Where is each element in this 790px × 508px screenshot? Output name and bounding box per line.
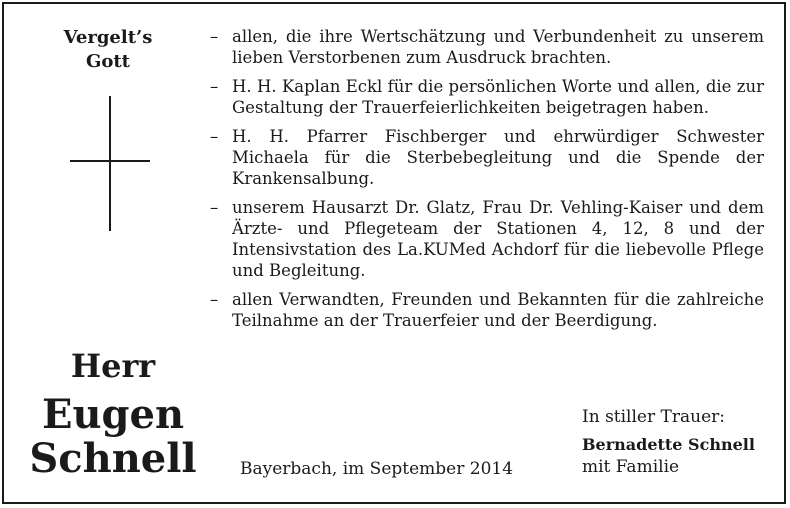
deceased-first-name: Eugen (41, 391, 185, 438)
cross-horizontal-bar (70, 160, 150, 162)
vergelts-gott-heading (48, 26, 168, 74)
dash-bullet: – (210, 127, 219, 146)
obituary-notice (2, 2, 786, 504)
deceased-salutation: Herr (70, 347, 156, 385)
thanks-text: H. H. Pfarrer Fischberger und ehrwürdiger Schwester Michaela für die Sterbebegleitung und die Spende der Krankensalbung. (232, 127, 764, 188)
thanks-text: H. H. Kaplan Eckl für die persönlichen Worte und allen, die zur Gestaltung der Trauerfeierlichkeiten beigetragen haben. (232, 77, 764, 117)
thanks-item (204, 76, 764, 118)
deceased-last-name: Schnell (29, 435, 197, 482)
thanks-item (204, 289, 764, 331)
dash-bullet: – (210, 290, 219, 309)
family-name: Bernadette Schnell (582, 435, 755, 454)
dash-bullet: – (210, 198, 219, 217)
dash-bullet: – (210, 27, 219, 46)
thanks-item (204, 197, 764, 281)
thanks-list (204, 26, 764, 339)
place-date: Bayerbach, im September 2014 (240, 459, 514, 479)
thanks-text: unserem Hausarzt Dr. Glatz, Frau Dr. Vehling-Kaiser und dem Ärzte- und Pflegeteam der Stationen 4, 12, 8 und der Intensivstation des La.KUMed Achdorf für die liebevolle Pflege und Begleitung. (232, 198, 764, 280)
thanks-item (204, 26, 764, 68)
mourning-label: In stiller Trauer: (582, 407, 725, 427)
cross-vertical-bar (109, 96, 111, 231)
thanks-text: allen Verwandten, Freunden und Bekannten für die zahlreiche Teilnahme an der Trauerfeier und der Beerdigung. (232, 290, 764, 330)
thanks-item (204, 126, 764, 189)
dash-bullet: – (210, 77, 219, 96)
vergelts-line-1: Vergelt’s (63, 27, 153, 48)
family-suffix: mit Familie (582, 457, 680, 477)
vergelts-line-2: Gott (85, 51, 130, 72)
thanks-text: allen, die ihre Wertschätzung und Verbundenheit zu unserem lieben Verstorbenen zum Ausdruck brachten. (232, 27, 764, 67)
